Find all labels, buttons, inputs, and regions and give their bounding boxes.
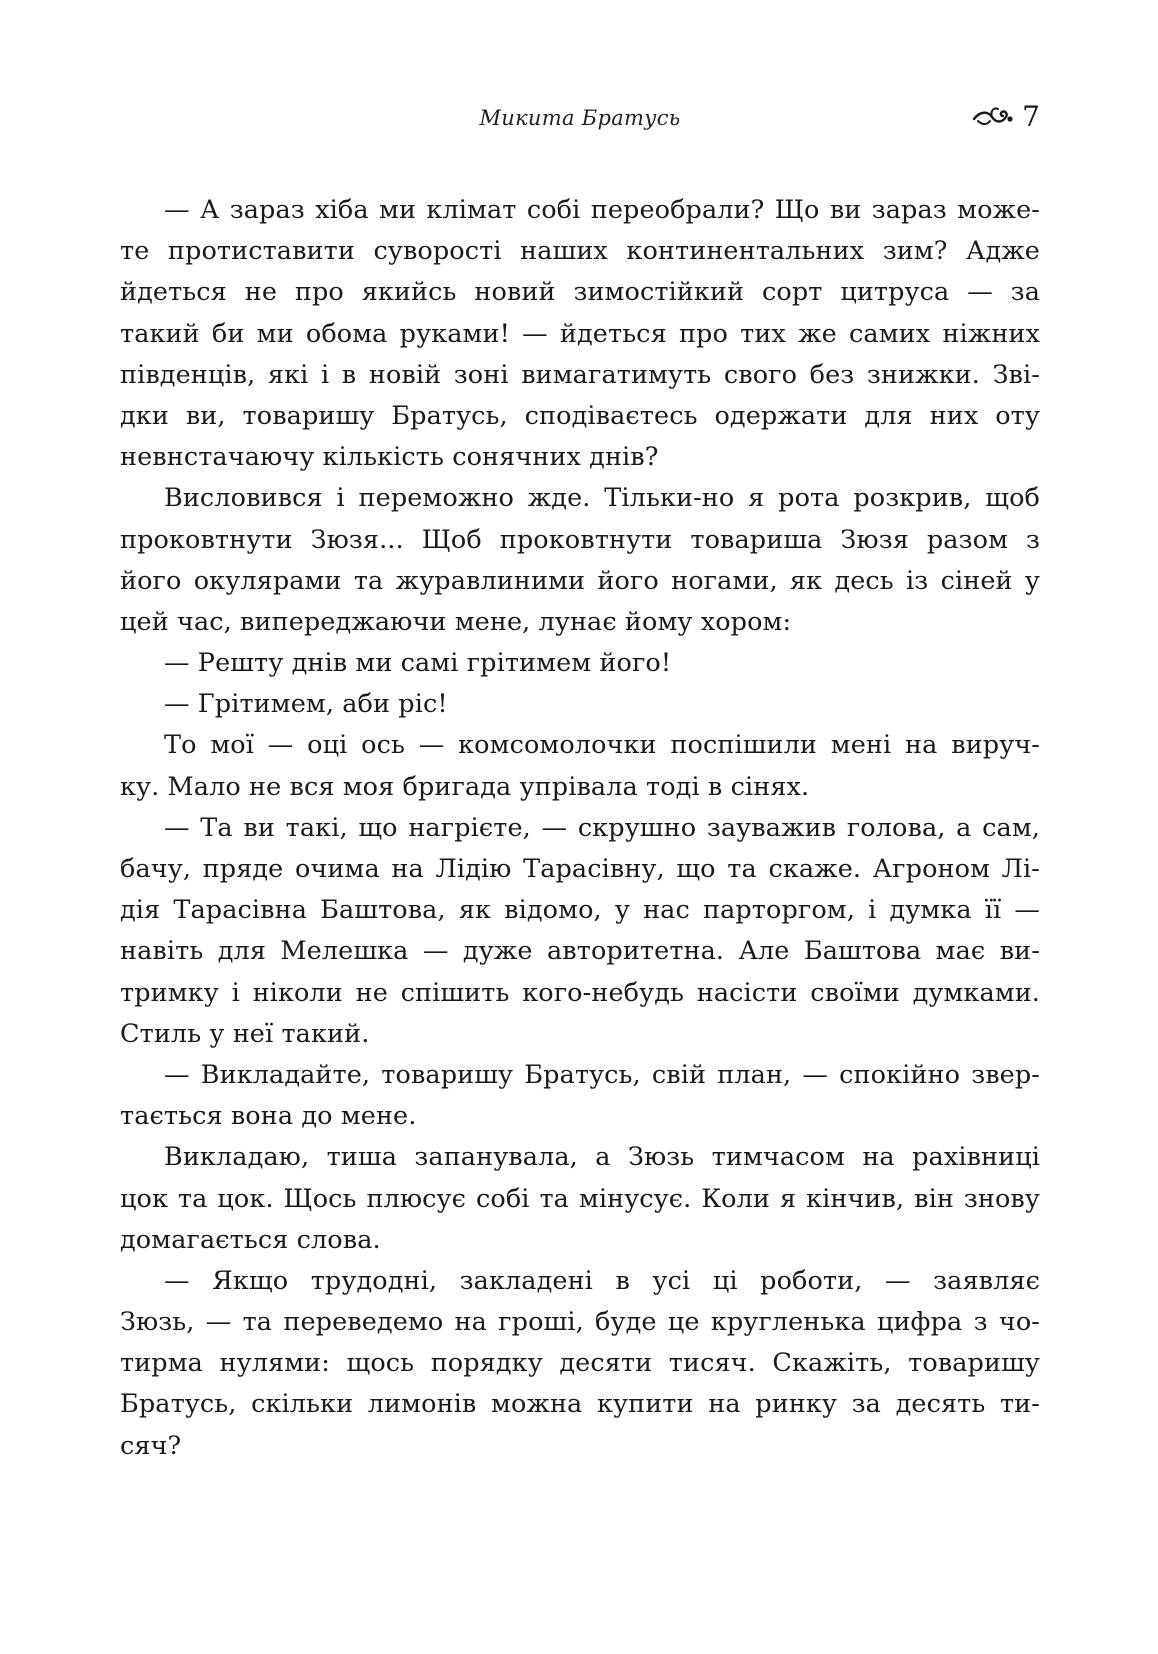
text-line: цок та цок. Щось плюсує собі та мінусує. Коли я кінчив, він знову <box>120 1183 1040 1214</box>
text-line: — Та ви такі, що нагрієте, — скрушно зауважив голова, а сам, <box>164 812 1040 843</box>
text-line: — Решту днів ми самі грітимем його! <box>164 648 672 679</box>
text-line: — Грітимем, аби ріс! <box>164 689 448 720</box>
text-line: ку. Мало не вся моя бригада упрівала тоді в сінях. <box>120 771 810 802</box>
text-line: То мої — оці ось — комсомолочки поспішили мені на вируч- <box>164 730 1040 761</box>
text-line: домагається слова. <box>120 1224 381 1255</box>
text-line: йдеться не про якийсь новий зимостійкий сорт цитруса — за <box>120 277 1040 308</box>
text-line: дки ви, товаришу Братусь, сподіваєтесь одержати для них оту <box>120 400 1040 431</box>
text-line: Висловився і переможно жде. Тільки-но я рота розкрив, щоб <box>164 483 1040 514</box>
running-title: Микита Братусь <box>479 106 681 130</box>
page-number: 7 <box>1022 100 1040 133</box>
text-line: Братусь, скільки лимонів можна купити на ринку за десять ти- <box>120 1389 1040 1420</box>
text-line: — Якщо трудодні, закладені в усі ці роботи, — заявляє <box>164 1265 1040 1296</box>
text-line: те протиставити суворості наших континентальних зим? Адже <box>120 236 1040 267</box>
text-line: південців, які і в новій зоні вимагатимуть свого без знижки. Зві- <box>120 359 1040 390</box>
text-line: бачу, пряде очима на Лідію Тарасівну, що та скаже. Агроном Лі- <box>120 854 1040 884</box>
text-line: такий би ми обома руками! — йдеться про тих же самих ніжних <box>120 318 1040 349</box>
text-line: тирма нулями: щось порядку десяти тисяч. Скажіть, товаришу <box>120 1348 1040 1379</box>
body-text <box>120 190 1040 1467</box>
text-line: — А зараз хіба ми клімат собі переобрали? Що ви зараз може- <box>164 195 1040 225</box>
text-line: невнстачаючу кількість сонячних днів? <box>120 442 659 473</box>
text-line: навіть для Мелешка — дуже авторитетна. Але Баштова має ви- <box>120 936 1040 967</box>
fleuron-icon <box>972 105 1016 129</box>
text-line: дія Тарасівна Баштова, як відомо, у нас парторгом, і думка її — <box>120 895 1040 926</box>
text-line: його окулярами та журавлиними його ногами, як десь із сіней у <box>120 565 1040 596</box>
folio <box>972 100 1040 133</box>
text-line: Викладаю, тиша запанувала, а Зюзь тимчасом на рахівниці <box>164 1142 1040 1173</box>
text-line: — Викладайте, товаришу Братусь, свій план, — спокійно звер- <box>164 1059 1040 1090</box>
text-line: Зюзь, — та переведемо на гроші, буде це кругленька цифра з чо- <box>120 1307 1040 1338</box>
text-line: цей час, випереджаючи мене, лунає йому хором: <box>120 606 792 637</box>
text-line: тається вона до мене. <box>120 1101 417 1132</box>
text-line: сяч? <box>120 1430 182 1461</box>
running-head <box>120 100 1040 140</box>
text-line: Стиль у неї такий. <box>120 1018 370 1049</box>
text-line: тримку і ніколи не спішить кого-небудь насісти своїми думками. <box>120 977 1040 1008</box>
text-line: проковтнути Зюзя... Щоб проковтнути товариша Зюзя разом з <box>120 524 1040 555</box>
